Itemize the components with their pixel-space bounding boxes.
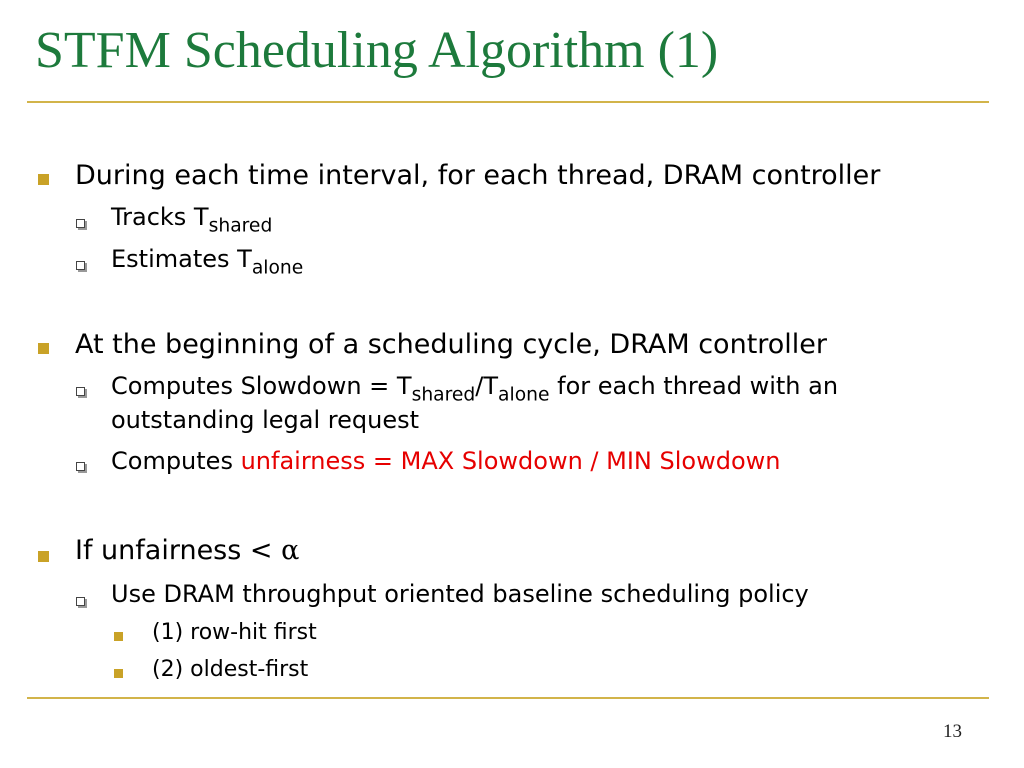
sub-sub-bullet-oldest: (2) oldest-first [152, 657, 309, 682]
sub-bullet-estimates [111, 245, 304, 279]
slowdown-sub-alone: alone [498, 384, 550, 406]
sub-bullet-marker [76, 462, 85, 471]
bullet-during-interval: During each time interval, for each thread, DRAM controller [75, 160, 881, 191]
sub-bullet-tracks [111, 203, 273, 237]
title-divider [27, 101, 989, 103]
sub-sub-bullet-marker [114, 632, 123, 641]
sub-bullet-baseline-policy: Use DRAM throughput oriented baseline scheduling policy [111, 580, 809, 608]
sub-bullet-marker [76, 597, 85, 606]
unfairness-formula: unfairness = MAX Slowdown / MIN Slowdown [240, 447, 781, 475]
sub-bullet-marker [76, 219, 85, 228]
unfairness-prefix: Computes [111, 447, 241, 475]
sub-bullet-continuation: outstanding legal request [111, 406, 420, 434]
bullet-if-unfairness [75, 535, 299, 566]
tracks-text: Tracks T [111, 203, 209, 231]
bullet-scheduling-cycle: At the beginning of a scheduling cycle, DRAM controller [75, 329, 828, 360]
slowdown-mid: /T [475, 372, 499, 400]
estimates-text: Estimates T [111, 245, 252, 273]
tracks-subscript: shared [208, 215, 273, 237]
slowdown-suffix: for each thread with an [549, 372, 839, 400]
slowdown-prefix: Computes Slowdown = T [111, 372, 412, 400]
bullet-marker [38, 174, 49, 185]
sub-sub-bullet-marker [114, 669, 123, 678]
sub-bullet-marker [76, 261, 85, 270]
condition-text: If unfairness < [75, 535, 282, 566]
footer-divider [27, 697, 989, 699]
bullet-marker [38, 551, 49, 562]
sub-sub-bullet-row-hit: (1) row-hit first [152, 620, 317, 645]
slowdown-sub-shared: shared [411, 384, 476, 406]
sub-bullet-marker [76, 387, 85, 396]
bullet-marker [38, 343, 49, 354]
page-number: 13 [943, 721, 962, 742]
sub-bullet-computes-unfairness [111, 447, 780, 475]
slide-title: STFM Scheduling Algorithm (1) [35, 22, 719, 79]
sub-bullet-computes-slowdown [111, 372, 839, 406]
estimates-subscript: alone [251, 257, 304, 279]
alpha-symbol: α [281, 535, 300, 566]
